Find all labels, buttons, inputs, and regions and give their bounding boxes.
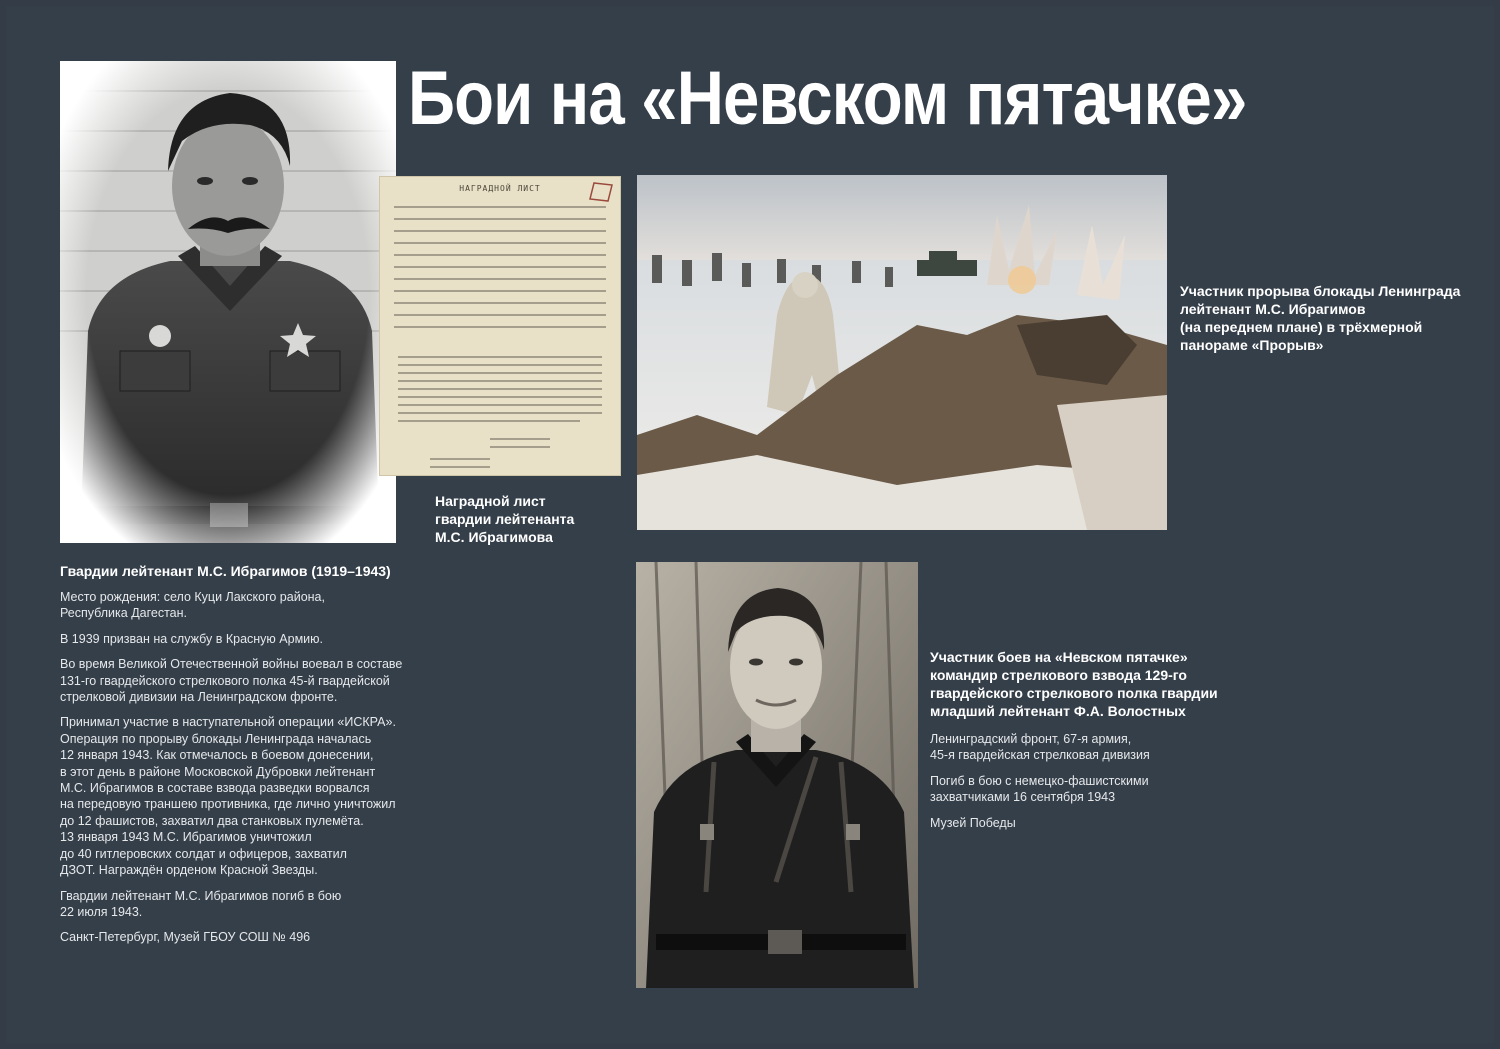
bio-paragraph: Гвардии лейтенант М.С. Ибрагимов погиб в бою 22 июля 1943. xyxy=(60,888,342,919)
bio-paragraph: Во время Великой Отечественной войны воевал в составе 131-го гвардейского стрелкового полка 45-й гвардейской стрелковой дивизии на Ленинградском фронте. xyxy=(60,657,403,705)
page-title: Бои на «Невском пятачке» xyxy=(408,56,1247,141)
panorama-breakthrough-image xyxy=(637,175,1167,530)
portrait-volostnykh-photo xyxy=(636,562,918,988)
panorama-caption: Участник прорыва блокады Ленинграда лейтенант М.С. Ибрагимов (на переднем плане) в трёхмерной панораме «Прорыв» xyxy=(1180,283,1461,353)
bio-source: Санкт-Петербург, Музей ГБОУ СОШ № 496 xyxy=(60,930,311,945)
portrait-ibragimov-photo xyxy=(60,61,396,543)
bio-paragraph: Погиб в бою с немецко-фашистскими захватчиками 16 сентября 1943 xyxy=(930,773,1149,805)
bio-paragraph: Ленинградский фронт, 67-я армия, 45-я гвардейская стрелковая дивизия xyxy=(930,732,1150,763)
bio-source: Музей Победы xyxy=(930,815,1016,830)
ibragimov-biography xyxy=(60,589,410,955)
volostnykh-biography xyxy=(930,731,1250,840)
award-sheet-header: НАГРАДНОЙ ЛИСТ xyxy=(459,184,541,193)
volostnykh-heading: Участник боев на «Невском пятачке» командир стрелкового взвода 129-го гвардейского стрелкового полка гвардии младший лейтенант Ф.А. Волостных xyxy=(930,649,1218,719)
bio-paragraph: Принимал участие в наступательной операции «ИСКРА». Операция по прорыву блокады Ленинграда началась 12 января 1943. Как отмечалось в боевом донесении, в этот день в районе Московской Дубровки лейтенант М.С. Ибрагимов в составе взвода разведки ворвался на передовую траншею противника, где лично уничтожил до 12 фашистов, захватил два станковых пулемёта. 13 января 1943 М.С. Ибрагимов уничтожил до 40 гитлеровских солдат и офицеров, захватил ДЗОТ. Награждён орденом Красной Звезды. xyxy=(60,715,396,878)
award-sheet-caption: Наградной лист гвардии лейтенанта М.С. Ибрагимова xyxy=(435,493,575,545)
award-sheet-image xyxy=(380,177,620,475)
bio-paragraph: В 1939 призван на службу в Красную Армию. xyxy=(60,631,323,646)
bio-paragraph: Место рождения: село Куци Лакского района, Республика Дагестан. xyxy=(60,590,325,621)
portrait-ibragimov-caption: Гвардии лейтенант М.С. Ибрагимов (1919–1943) xyxy=(60,563,391,579)
